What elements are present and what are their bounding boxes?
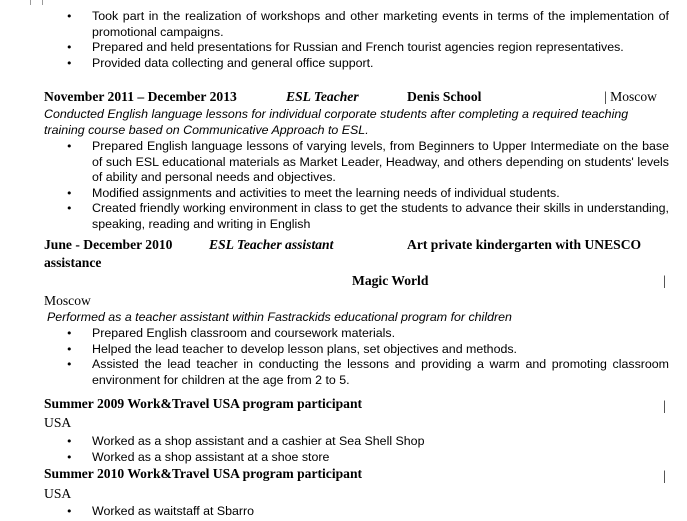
list-item: • Modified assignments and activities to meet the learning needs of individual students. [0,186,687,202]
job-company-name: Magic World [352,273,429,288]
job-bullet-list [0,326,687,388]
list-item: • Created friendly working environment in class to get the students to advance their skills in understanding, speaking, reading and writing in English [0,201,687,232]
list-item: • Prepared and held presentations for Russian and French tourist agencies region representatives. [0,40,687,56]
job-company: Denis School [407,89,482,104]
list-item: • Helped the lead teacher to develop lesson plans, set objectives and methods. [0,342,687,358]
job-company-continued: assistance [44,255,102,270]
job-dates: November 2011 – December 2013 [44,89,237,104]
job-heading: Summer 2009 Work&Travel USA program participant [44,396,363,411]
list-item: • Took part in the realization of workshops and other marketing events in terms of the implementation of promotional campaigns. [0,9,687,40]
page-corner-mark [30,0,31,5]
top-bullet-list [0,9,687,71]
job-title: ESL Teacher assistant [209,237,334,252]
list-item: • Worked as waitstaff at Sbarro [0,504,687,520]
list-item: • Worked as a shop assistant and a cashier at Sea Shell Shop [0,434,687,450]
job-title: ESL Teacher [286,89,359,104]
column-separator: | [663,468,666,483]
job-bullet-list [0,504,687,520]
list-item: • Prepared English language lessons of varying levels, from Beginners to Upper Intermediate on the base of such ESL educational materials as Market Leader, Headway, and others depending on students' levels of ability and personal needs and objectives. [0,139,687,186]
column-separator: | [663,273,666,288]
list-item: • Assisted the lead teacher in conducting the lessons and providing a warm and promoting classroom environment for children at the age from 2 to 5. [0,357,687,388]
list-item: • Worked as a shop assistant at a shoe store [0,450,687,466]
job-summary: Conducted English language lessons for individual corporate students after completing a required teaching training course based on Communicative Approach to ESL. [44,107,629,137]
list-item: • Provided data collecting and general office support. [0,56,687,72]
job-bullet-list [0,139,687,232]
job-location: Moscow [44,293,91,308]
page-corner-mark [42,0,43,5]
job-bullet-list [0,434,687,465]
job-heading: Summer 2010 Work&Travel USA program participant [44,466,363,481]
job-company: Art private kindergarten with UNESCO [407,237,642,252]
job-dates: June - December 2010 [44,237,173,252]
job-summary: Performed as a teacher assistant within Fastrackids educational program for children [47,310,512,324]
column-separator: | [663,398,666,413]
job-location: USA [44,415,72,430]
job-location: | Moscow [604,89,657,104]
list-item: • Prepared English classroom and coursework materials. [0,326,687,342]
job-location: USA [44,486,72,501]
